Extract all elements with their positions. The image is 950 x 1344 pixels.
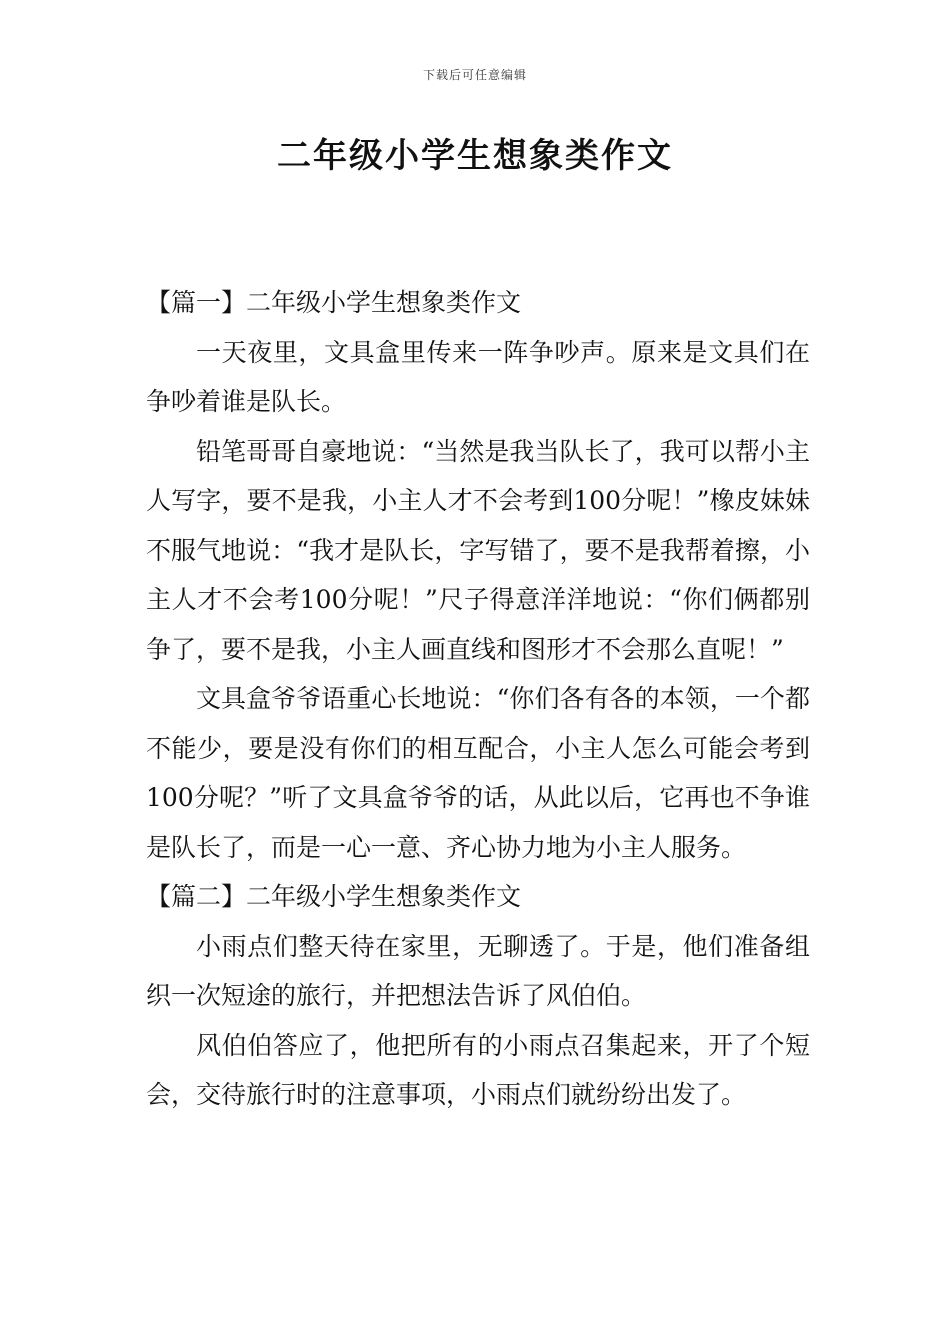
section-heading-2: 【篇二】二年级小学生想象类作文 (146, 882, 522, 911)
section-heading-1: 【篇一】二年级小学生想象类作文 (146, 288, 522, 317)
article-body (146, 278, 810, 1120)
paragraph: 一天夜里，文具盒里传来一阵争吵声。原来是文具们在争吵着谁是队长。 (146, 337, 810, 416)
paragraph: 文具盒爷爷语重心长地说：“你们各有各的本领，一个都不能少，要是没有你们的相互配合，小主人怎么可能会考到100分呢？”听了文具盒爷爷的话，从此以后，它再也不争谁是队长了，而是一心一意、齐心协力地为小主人服务。 (146, 684, 810, 862)
header-note: 下载后可任意编辑 (422, 68, 527, 82)
paragraph: 铅笔哥哥自豪地说：“当然是我当队长了，我可以帮小主人写字，要不是我，小主人才不会考到100分呢！”橡皮妹妹不服气地说：“我才是队长，字写错了，要不是我帮着擦，小主人才不会考100分呢！”尺子得意洋洋地说：“你们俩都别争了，要不是我，小主人画直线和图形才不会那么直呢！” (146, 436, 810, 664)
document-title: 二年级小学生想象类作文 (277, 136, 673, 176)
paragraph: 小雨点们整天待在家里，无聊透了。于是，他们准备组织一次短途的旅行，并把想法告诉了风伯伯。 (146, 931, 810, 1010)
paragraph: 风伯伯答应了，他把所有的小雨点召集起来，开了个短会，交待旅行时的注意事项，小雨点们就纷纷出发了。 (146, 1030, 810, 1109)
